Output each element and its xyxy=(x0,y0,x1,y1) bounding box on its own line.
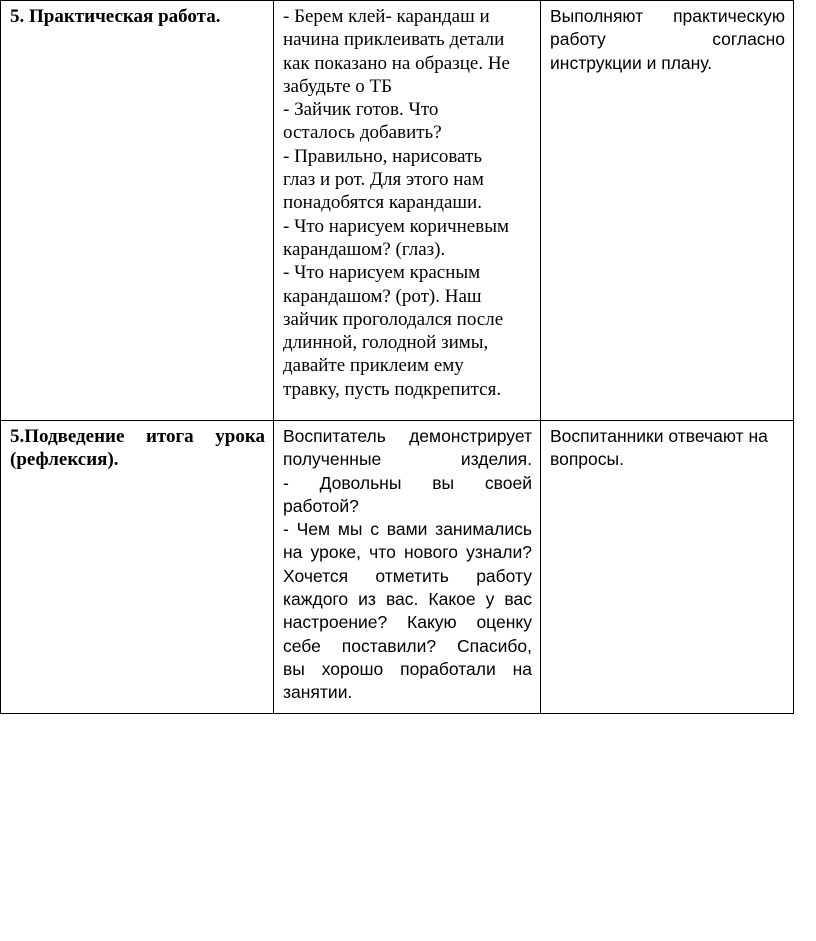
text-line: - Довольны вы своей xyxy=(283,472,532,493)
children-activity-cell xyxy=(541,421,794,714)
text-line: давайте приклеим ему xyxy=(283,355,464,377)
text-line: полученные изделия. xyxy=(283,449,532,470)
text-line: каждого из вас. Какое у вас xyxy=(283,589,532,610)
table-row xyxy=(1,1,794,421)
text-line: - Зайчик готов. Что xyxy=(283,99,439,121)
text-line: настроение? Какую оценку xyxy=(283,612,532,633)
text-line: Выполняют практическую xyxy=(550,6,785,26)
text-line: понадобятся карандаши. xyxy=(283,192,482,214)
stage-cell xyxy=(1,1,274,421)
text-line: - Правильно, нарисовать xyxy=(283,145,483,167)
text-line: Воспитатель демонстрирует xyxy=(283,426,532,446)
text-line: инструкции и плану. xyxy=(550,52,713,73)
text-line: - Что нарисуем коричневым xyxy=(283,215,509,237)
text-line: работой? xyxy=(283,495,359,516)
text-line: - Чем мы с вами занимались xyxy=(283,519,532,540)
teacher-activity-cell xyxy=(274,1,541,421)
text-line: забудьте о ТБ xyxy=(283,75,393,97)
stage-cell xyxy=(1,421,274,714)
teacher-activity-cell xyxy=(274,421,541,714)
text-line: работу согласно xyxy=(550,29,785,50)
text-line: - Что нарисуем красным xyxy=(283,262,481,284)
text-line: (рефлексия). xyxy=(10,449,119,471)
text-line: осталось добавить? xyxy=(283,122,442,144)
teacher-activity-text xyxy=(283,425,532,705)
text-line: Воспитанники отвечают на xyxy=(550,426,768,446)
text-line: Хочется отметить работу xyxy=(283,565,532,586)
children-activity-cell xyxy=(541,1,794,421)
text-line: глаз и рот. Для этого нам xyxy=(283,169,484,191)
text-line: вопросы. xyxy=(550,449,624,470)
text-line: длинной, голодной зимы, xyxy=(283,332,489,354)
stage-title xyxy=(10,425,265,472)
stage-title: 5. Практическая работа. xyxy=(10,6,221,27)
children-activity-text xyxy=(550,5,785,75)
text-line: травку, пусть подкрепится. xyxy=(283,378,502,400)
text-line: вы хорошо поработали на xyxy=(283,658,532,679)
text-line: карандашом? (глаз). xyxy=(283,238,446,260)
text-line: себе поставили? Спасибо, xyxy=(283,635,532,656)
text-line: - Берем клей- карандаш и xyxy=(283,6,490,27)
text-line: занятии. xyxy=(283,682,353,703)
teacher-activity-text xyxy=(283,5,532,401)
text-line: на уроке, что нового узнали? xyxy=(283,542,532,563)
text-line: карандашом? (рот). Наш xyxy=(283,285,482,307)
text-line: как показано на образце. Не xyxy=(283,52,510,74)
text-line: зайчик проголодался после xyxy=(283,308,504,330)
children-activity-text xyxy=(550,425,785,472)
text-line: начина приклеивать детали xyxy=(283,29,505,51)
table-row xyxy=(1,421,794,714)
text-line: 5.Подведение итога урока xyxy=(10,426,265,447)
